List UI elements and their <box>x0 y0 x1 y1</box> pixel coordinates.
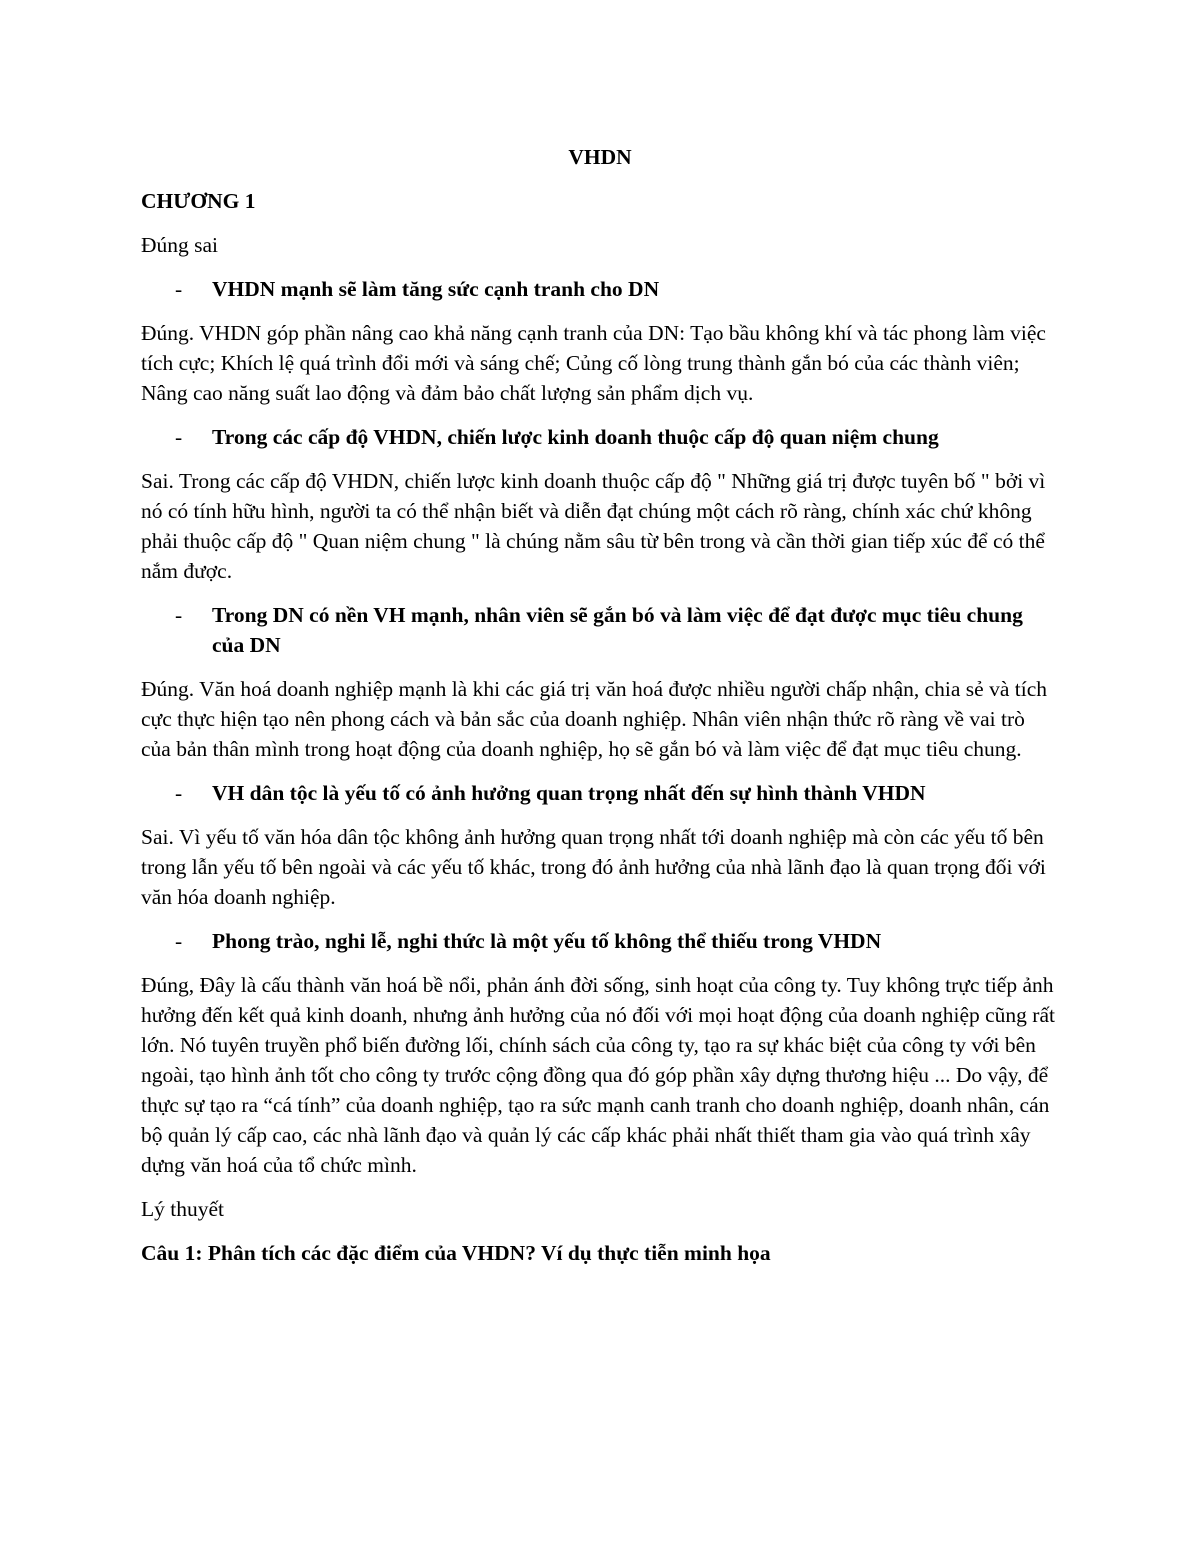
answer-paragraph: Sai. Trong các cấp độ VHDN, chiến lược kinh doanh thuộc cấp độ " Những giá trị được tuyên bố " bởi vì nó có tính hữu hình, người ta có thể nhận biết và diễn đạt chúng một cách rõ ràng, chính xác chứ không phải thuộc cấp độ " Quan niệm chung " là chúng nằm sâu từ bên trong và cần thời gian tiếp xúc để có thể nắm được. <box>141 469 1046 583</box>
statement-item <box>141 926 1059 956</box>
question-heading: Câu 1: Phân tích các đặc điểm của VHDN? Ví dụ thực tiễn minh họa <box>141 1241 771 1265</box>
bullet-dash: - <box>175 277 183 301</box>
chapter-heading: CHƯƠNG 1 <box>141 189 256 213</box>
bullet-dash: - <box>175 603 183 627</box>
statement-text: Phong trào, nghi lễ, nghi thức là một yếu tố không thể thiếu trong VHDN <box>212 929 882 953</box>
document-title: VHDN <box>568 145 632 169</box>
document-content <box>141 142 1059 1282</box>
section-theory: Lý thuyết <box>141 1197 224 1221</box>
answer-paragraph: Đúng. VHDN góp phần nâng cao khả năng cạnh tranh của DN: Tạo bầu không khí và tác phong làm việc tích cực; Khích lệ quá trình đổi mới và sáng chế; Củng cố lòng trung thành gắn bó của các thành viên; Nâng cao năng suất lao động và đảm bảo chất lượng sản phẩm dịch vụ. <box>141 321 1046 405</box>
answer-paragraph: Đúng. Văn hoá doanh nghiệp mạnh là khi các giá trị văn hoá được nhiều người chấp nhận, chia sẻ và tích cực thực hiện tạo nên phong cách và bản sắc của doanh nghiệp. Nhân viên nhận thức rõ ràng về vai trò của bản thân mình trong hoạt động của doanh nghiệp, họ sẽ gắn bó và làm việc để đạt mục tiêu chung. <box>141 677 1047 761</box>
statement-item <box>141 274 1059 304</box>
answer-paragraph: Đúng, Đây là cấu thành văn hoá bề nổi, phản ánh đời sống, sinh hoạt của công ty. Tuy không trực tiếp ảnh hưởng đến kết quả kinh doanh, nhưng ảnh hưởng của nó đối với mọi hoạt động của doanh nghiệp cũng rất lớn. Nó tuyên truyền phổ biến đường lối, chính sách của công ty, tạo ra sự khác biệt của công ty với bên ngoài, tạo hình ảnh tốt cho công ty trước cộng đồng qua đó góp phần xây dựng thương hiệu ... Do vậy, để thực sự tạo ra “cá tính” của doanh nghiệp, tạo ra sức mạnh canh tranh cho doanh nghiệp, doanh nhân, cán bộ quản lý cấp cao, các nhà lãnh đạo và quản lý các cấp khác phải nhất thiết tham gia vào quá trình xây dựng văn hoá của tổ chức mình. <box>141 973 1055 1177</box>
statement-item <box>141 778 1059 808</box>
statement-text: VH dân tộc là yếu tố có ảnh hưởng quan trọng nhất đến sự hình thành VHDN <box>212 781 926 805</box>
bullet-dash: - <box>175 425 183 449</box>
statement-text: VHDN mạnh sẽ làm tăng sức cạnh tranh cho DN <box>212 277 660 301</box>
statement-text: Trong DN có nền VH mạnh, nhân viên sẽ gắn bó và làm việc để đạt được mục tiêu chung của DN <box>212 603 1023 657</box>
bullet-dash: - <box>175 929 183 953</box>
section-true-false: Đúng sai <box>141 233 219 257</box>
statement-text: Trong các cấp độ VHDN, chiến lược kinh doanh thuộc cấp độ quan niệm chung <box>212 425 939 449</box>
statement-item <box>141 600 1059 660</box>
statement-item <box>141 422 1059 452</box>
bullet-dash: - <box>175 781 183 805</box>
answer-paragraph: Sai. Vì yếu tố văn hóa dân tộc không ảnh hưởng quan trọng nhất tới doanh nghiệp mà còn các yếu tố bên trong lẫn yếu tố bên ngoài và các yếu tố khác, trong đó ảnh hưởng của nhà lãnh đạo là quan trọng đối với văn hóa doanh nghiệp. <box>141 825 1046 909</box>
